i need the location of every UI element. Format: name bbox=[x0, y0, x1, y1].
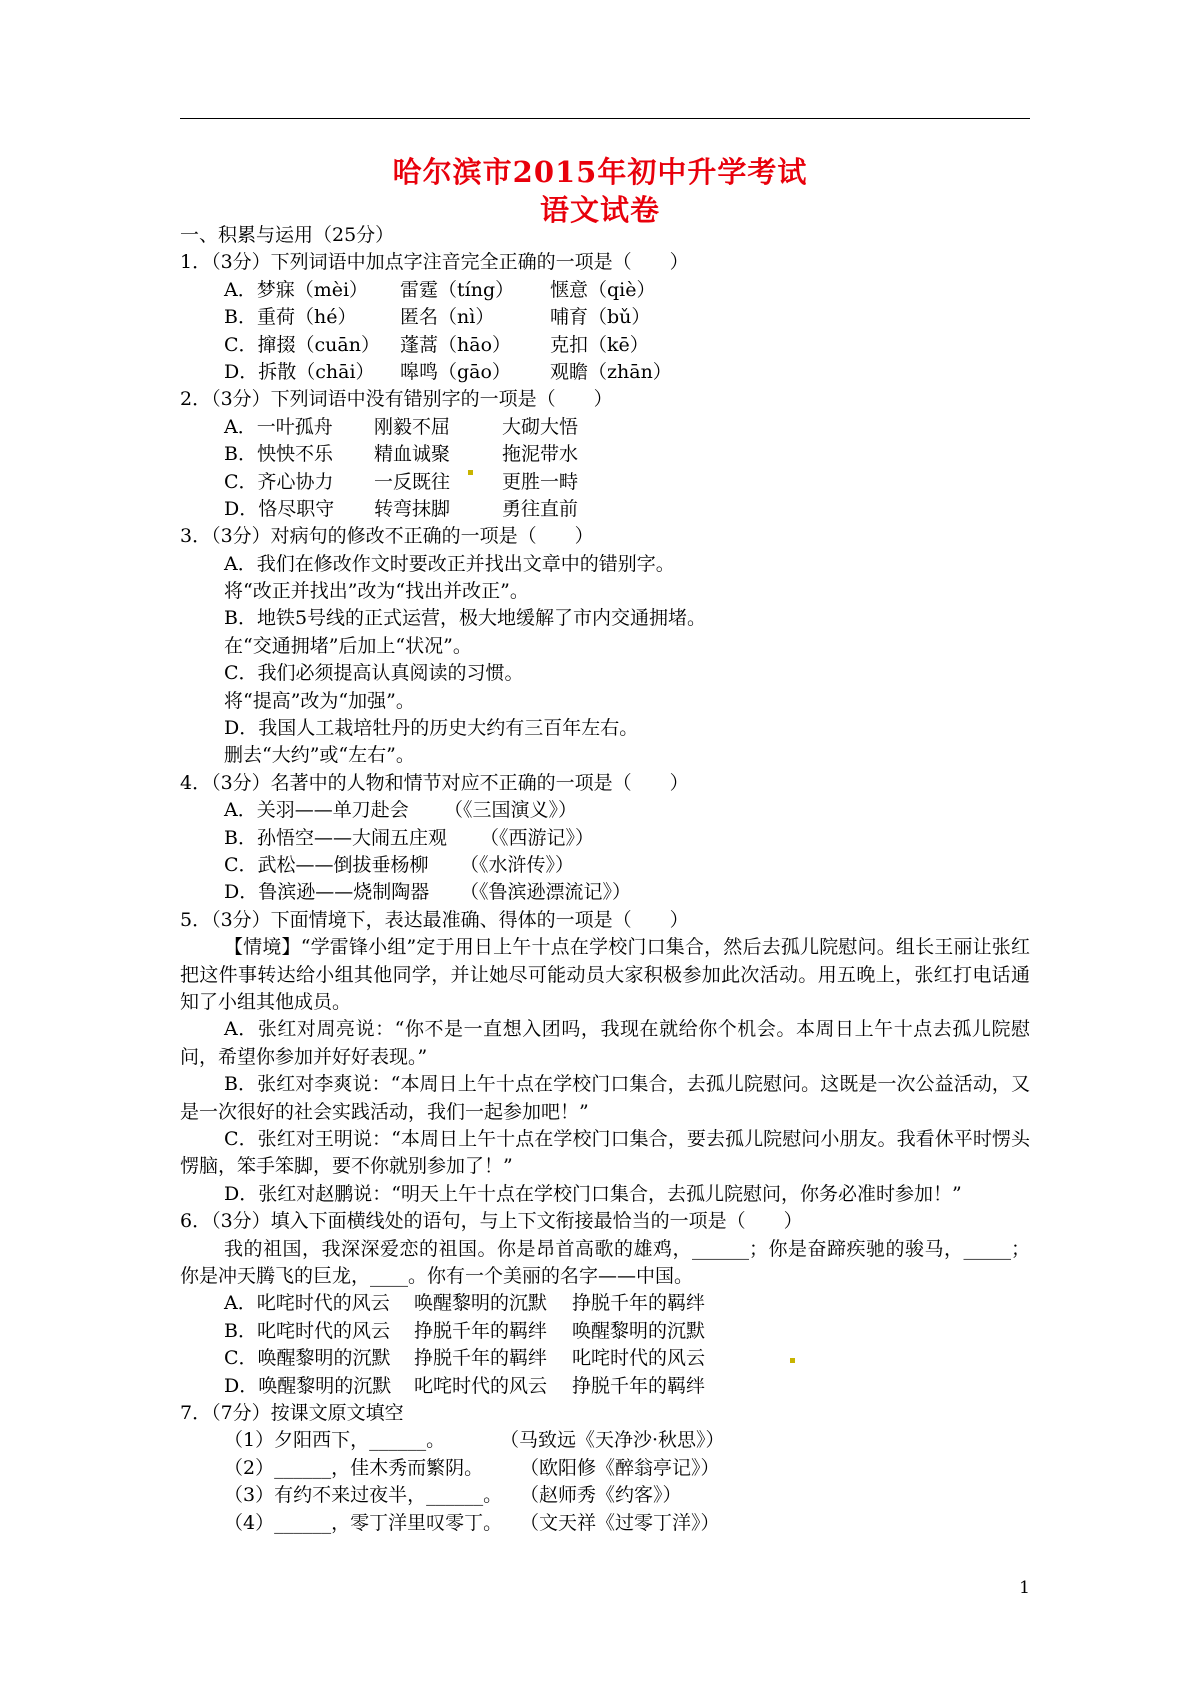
question-3-line: C．我们必须提高认真阅读的习惯。 bbox=[224, 662, 524, 685]
option-cell: 雷霆（tíng） bbox=[400, 278, 515, 301]
option-cell: （《三国演义》） bbox=[444, 799, 578, 822]
question-6-option-b bbox=[180, 1318, 1030, 1345]
question-5-option-d: D．张红对赵鹏说：“明天上午十点在学校门口集合，去孤儿院慰问，你务必准时参加！” bbox=[224, 1182, 962, 1205]
option-cell: 拖泥带水 bbox=[502, 443, 579, 466]
question-2-option-b bbox=[180, 441, 1030, 468]
question-1-option-b bbox=[180, 304, 1030, 331]
question-7-item-2 bbox=[180, 1455, 1030, 1482]
source-citation: （文天祥《过零丁洋》） bbox=[520, 1511, 720, 1534]
fill-blank-line: （1）夕阳西下，______。 bbox=[224, 1429, 446, 1452]
question-2-option-a bbox=[180, 414, 1030, 441]
question-3-line: 将“提高”改为“加强”。 bbox=[224, 689, 415, 712]
option-cell: 惬意（qiè） bbox=[550, 278, 656, 301]
question-3-line: 将“改正并找出”改为“找出并改正”。 bbox=[224, 580, 529, 603]
option-cell: 挣脱千年的羁绊 bbox=[414, 1347, 548, 1370]
option-cell: A．一叶孤舟 bbox=[224, 415, 333, 438]
option-cell: B．叱咤时代的风云 bbox=[224, 1319, 390, 1342]
option-cell: 更胜一畤 bbox=[502, 470, 579, 493]
option-cell: 唤醒黎明的沉默 bbox=[572, 1319, 706, 1342]
option-cell: C．齐心协力 bbox=[224, 470, 334, 493]
option-cell: 嗥鸣（gāo） bbox=[400, 360, 511, 383]
option-cell: B．重荷（hé） bbox=[224, 306, 357, 329]
option-cell: 勇往直前 bbox=[502, 497, 579, 520]
source-citation: （马致远《天净沙·秋思》） bbox=[500, 1429, 725, 1452]
question-1-option-d bbox=[180, 359, 1030, 386]
option-cell: D．鲁滨逊——烧制陶器 bbox=[224, 881, 430, 904]
question-5-context: 【情境】“学雷锋小组”定于用日上午十点在学校门口集合，然后去孤儿院慰问。组长王丽让张红把这件事转达给小组其他同学，并让她尽可能动员大家积极参加此次活动。用五晚上，张红打电话通知了小组其他成员。 bbox=[180, 936, 1030, 1013]
fill-blank-line: （4）______，零丁洋里叹零丁。 bbox=[224, 1511, 503, 1534]
question-3-stem: 3．（3分）对病句的修改不正确的一项是（ ） bbox=[180, 525, 594, 548]
question-3-line: D．我国人工栽培牡丹的历史大约有三百年左右。 bbox=[224, 717, 639, 740]
option-cell: A．叱咤时代的风云 bbox=[224, 1292, 390, 1315]
question-5-option-b: B．张红对李爽说：“本周日上午十点在学校门口集合，去孤儿院慰问。这既是一次公益活动，又是一次很好的社会实践活动，我们一起参加吧！” bbox=[180, 1073, 1030, 1123]
option-cell: （《西游记》） bbox=[480, 826, 595, 849]
option-cell: 精血诚聚 bbox=[374, 443, 451, 466]
question-5-stem: 5．（3分）下面情境下，表达最准确、得体的一项是（ ） bbox=[180, 908, 689, 931]
question-5-option-c: C．张红对王明说：“本周日上午十点在学校门口集合，要去孤儿院慰问小朋友。我看休平时愣头愣脑，笨手笨脚，要不你就别参加了！” bbox=[180, 1128, 1030, 1178]
scan-speck bbox=[468, 470, 473, 475]
question-1-option-c bbox=[180, 332, 1030, 359]
option-cell: 叱咤时代的风云 bbox=[572, 1347, 706, 1370]
question-3-line: A．我们在修改作文时要改正并找出文章中的错别字。 bbox=[224, 552, 675, 575]
page-number: 1 bbox=[1019, 1578, 1030, 1598]
question-6-option-a bbox=[180, 1290, 1030, 1317]
option-cell: B．孙悟空——大闹五庄观 bbox=[224, 826, 447, 849]
header-rule bbox=[180, 118, 1030, 119]
option-cell: 挣脱千年的羁绊 bbox=[414, 1319, 548, 1342]
option-cell: 唤醒黎明的沉默 bbox=[414, 1292, 548, 1315]
source-citation: （欧阳修《醉翁亭记》） bbox=[520, 1456, 720, 1479]
option-cell: 观瞻（zhān） bbox=[550, 360, 672, 383]
option-cell: A．关羽——单刀赴会 bbox=[224, 799, 409, 822]
option-cell: 挣脱千年的羁绊 bbox=[572, 1374, 706, 1397]
question-3-line: 删去“大约”或“左右”。 bbox=[224, 744, 415, 767]
option-cell: 一反既往 bbox=[374, 470, 451, 493]
source-citation: （赵师秀《约客》） bbox=[520, 1484, 682, 1507]
option-cell: 蓬蒿（hāo） bbox=[400, 333, 512, 356]
question-7-item-3 bbox=[180, 1482, 1030, 1509]
option-cell: 叱咤时代的风云 bbox=[414, 1374, 548, 1397]
question-4-stem: 4．（3分）名著中的人物和情节对应不正确的一项是（ ） bbox=[180, 771, 689, 794]
option-cell: B．怏怏不乐 bbox=[224, 443, 333, 466]
question-2-option-d bbox=[180, 496, 1030, 523]
question-7-item-1 bbox=[180, 1427, 1030, 1454]
option-cell: 转弯抹脚 bbox=[374, 497, 451, 520]
fill-blank-line: （2）______，佳木秀而繁阴。 bbox=[224, 1456, 484, 1479]
question-7-item-4 bbox=[180, 1510, 1030, 1537]
question-7-stem: 7．（7分）按课文原文填空 bbox=[180, 1401, 404, 1424]
question-6-option-c bbox=[180, 1345, 1030, 1372]
exam-body bbox=[180, 222, 1030, 1537]
option-cell: 哺育（bǔ） bbox=[550, 306, 651, 329]
question-3-line: 在“交通拥堵”后加上“状况”。 bbox=[224, 634, 472, 657]
option-cell: （《水浒传》） bbox=[460, 853, 575, 876]
question-2-stem: 2．（3分）下列词语中没有错别字的一项是（ ） bbox=[180, 388, 613, 411]
option-cell: D．拆散（chāi） bbox=[224, 360, 375, 383]
option-cell: D．恪尽职守 bbox=[224, 497, 335, 520]
exam-title: 哈尔滨市2015年初中升学考试 bbox=[392, 155, 808, 189]
exam-subtitle: 语文试卷 bbox=[539, 193, 660, 227]
option-cell: 匿名（nì） bbox=[400, 306, 495, 329]
option-cell: C．唤醒黎明的沉默 bbox=[224, 1347, 391, 1370]
option-cell: C．武松——倒拔垂杨柳 bbox=[224, 853, 429, 876]
question-6-passage: 我的祖国，我深深爱恋的祖国。你是昂首高歌的雄鸡，______；你是奋蹄疾驰的骏马，_____；你是冲天腾飞的巨龙，____。你有一个美丽的名字——中国。 bbox=[180, 1237, 1030, 1288]
option-cell: D．唤醒黎明的沉默 bbox=[224, 1374, 392, 1397]
scan-speck bbox=[790, 1358, 795, 1363]
section-heading: 一、积累与运用（25分） bbox=[180, 224, 395, 246]
option-cell: （《鲁滨逊漂流记》） bbox=[460, 881, 632, 904]
option-cell: 刚毅不屈 bbox=[374, 415, 451, 438]
question-6-stem: 6．（3分）填入下面横线处的语句，与上下文衔接最恰当的一项是（ ） bbox=[180, 1210, 803, 1233]
question-4-option-c bbox=[180, 852, 1030, 879]
option-cell: 挣脱千年的羁绊 bbox=[572, 1292, 706, 1315]
question-6-option-d bbox=[180, 1373, 1030, 1400]
question-2-option-c bbox=[180, 469, 1030, 496]
question-3-line: B．地铁5号线的正式运营，极大地缓解了市内交通拥堵。 bbox=[224, 607, 707, 630]
question-4-option-b bbox=[180, 825, 1030, 852]
question-4-option-d bbox=[180, 879, 1030, 906]
question-1-option-a bbox=[180, 277, 1030, 304]
option-cell: C．撺掇（cuān） bbox=[224, 333, 380, 356]
question-4-option-a bbox=[180, 797, 1030, 824]
fill-blank-line: （3）有约不来过夜半，______。 bbox=[224, 1484, 503, 1507]
question-5-option-a: A．张红对周亮说：“你不是一直想入团吗，我现在就给你个机会。本周日上午十点去孤儿院慰问，希望你参加并好好表现。” bbox=[180, 1018, 1030, 1068]
option-cell: A．梦寐（mèi） bbox=[224, 278, 369, 301]
option-cell: 克扣（kē） bbox=[550, 333, 649, 356]
question-1-stem: 1．（3分）下列词语中加点字注音完全正确的一项是（ ） bbox=[180, 251, 689, 274]
option-cell: 大砌大悟 bbox=[502, 415, 579, 438]
